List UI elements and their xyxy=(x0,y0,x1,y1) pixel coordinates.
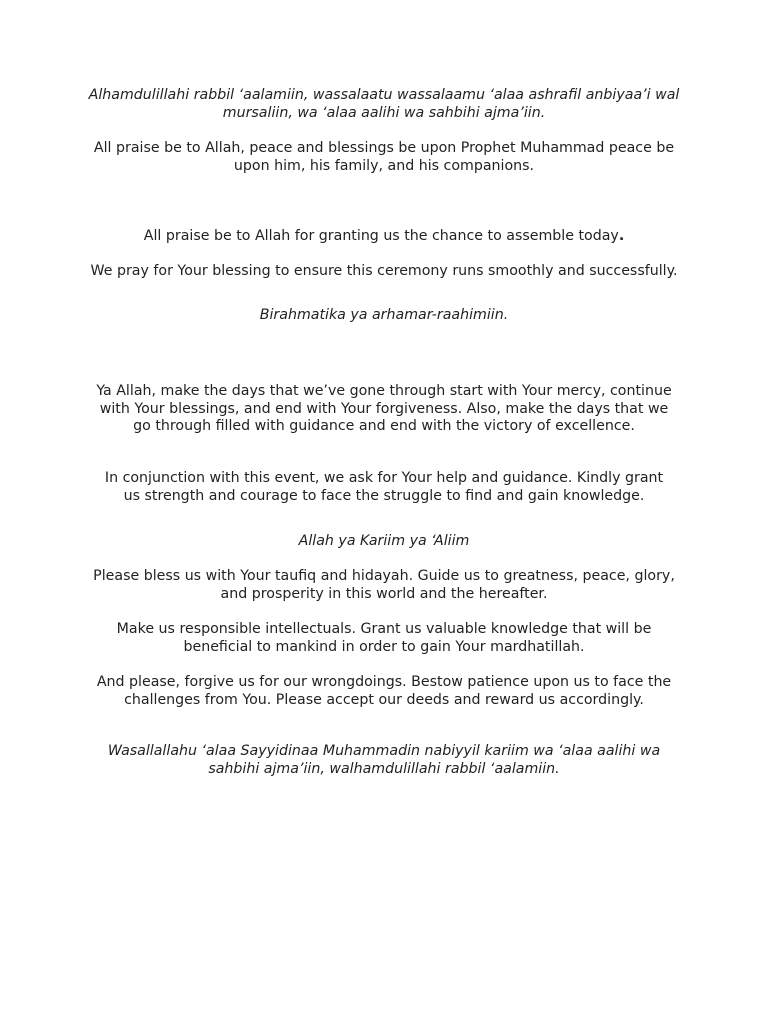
praise-assemble-period: . xyxy=(618,228,625,244)
paragraph-forgive-wrongdoings: And please, forgive us for our wrongdoings. Bestow patience upon us to face the challenges from You. Please accept our deeds and reward us accordingly. xyxy=(96,674,672,708)
paragraph-pray-blessing: We pray for Your blessing to ensure this ceremony runs smoothly and successfully. xyxy=(90,263,678,279)
paragraph-praise-assemble xyxy=(84,228,684,246)
praise-assemble-text: All praise be to Allah for granting us the chance to assemble today xyxy=(143,228,619,244)
paragraph-conjunction-event: In conjunction with this event, we ask for Your help and guidance. Kindly grant us strength and courage to face the struggle to find and gain knowledge. xyxy=(104,470,664,504)
paragraph-closing-arabic: Wasallallahu ‘alaa Sayyidinaa Muhammadin nabiyyil kariim wa ‘alaa aalihi wa sahbihi ajma’iin, walhamdulillahi rabbil ‘aalamiin. xyxy=(107,743,661,777)
paragraph-opening-arabic: Alhamdulillahi rabbil ‘aalamiin, wassalaatu wassalaamu ‘alaa ashrafil anbiyaa’i wal mursaliin, wa ‘alaa aalihi wa sahbihi ajma’iin. xyxy=(88,87,680,121)
paragraph-birahmatika: Birahmatika ya arhamar-raahimiin. xyxy=(259,307,509,323)
paragraph-responsible-intellectuals: Make us responsible intellectuals. Grant us valuable knowledge that will be beneficial to mankind in order to gain Your mardhatillah. xyxy=(116,621,652,655)
paragraph-opening-translation: All praise be to Allah, peace and blessings be upon Prophet Muhammad peace be upon him, his family, and his companions. xyxy=(93,140,675,174)
paragraph-allah-ya-kariim: Allah ya Kariim ya ‘Aliim xyxy=(298,533,470,549)
paragraph-ya-allah-days: Ya Allah, make the days that we’ve gone through start with Your mercy, continue with Your blessings, and end with Your forgiveness. Also, make the days that we go through filled with guidance and end with the victory of excellence. xyxy=(96,383,672,434)
paragraph-bless-taufiq: Please bless us with Your taufiq and hidayah. Guide us to greatness, peace, glory, and prosperity in this world and the hereafter. xyxy=(93,568,675,602)
